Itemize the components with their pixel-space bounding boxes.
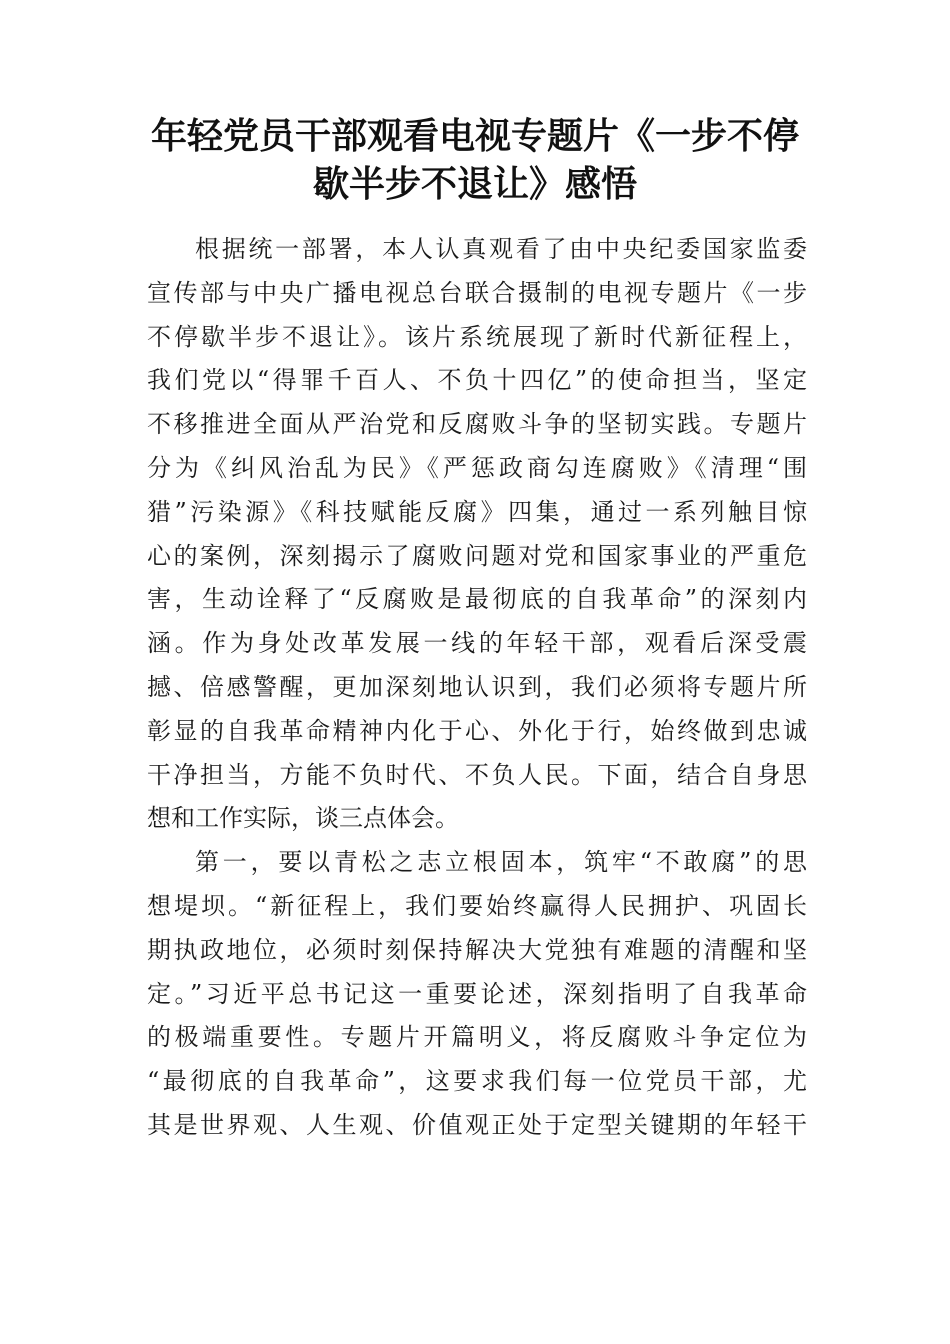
text-line: 不移推进全面从严治党和反腐败斗争的坚韧实践。专题片 [147,410,807,439]
title-line: 歇半步不退让》感悟 [312,163,637,205]
paragraph [147,228,807,841]
text-line: 猎”污染源》《科技赋能反腐》四集，通过一系列触目惊 [147,497,807,526]
text-line: 的极端重要性。专题片开篇明义，将反腐败斗争定位为 [147,1023,807,1052]
text-line: 想堤坝。“新征程上，我们要始终赢得人民拥护、巩固长 [147,891,807,920]
text-line: 其是世界观、人生观、价值观正处于定型关键期的年轻干 [147,1110,807,1139]
text-line: 我们党以“得罪千百人、不负十四亿”的使命担当，坚定 [147,366,807,395]
text-line: 干净担当，方能不负时代、不负人民。下面，结合自身思 [147,760,807,789]
text-line: 定。”习近平总书记这一重要论述，深刻指明了自我革命 [147,979,807,1008]
title-line: 年轻党员干部观看电视专题片《一步不停 [150,115,799,157]
text-line: 宣传部与中央广播电视总台联合摄制的电视专题片《一步 [147,278,807,307]
text-line: 第一，要以青松之志立根固本，筑牢“不敢腐”的思 [195,848,807,877]
text-line: 不停歇半步不退让》。该片系统展现了新时代新征程上， [147,322,807,351]
text-line: 彰显的自我革命精神内化于心、外化于行，始终做到忠诚 [147,716,807,745]
text-line: 分为《纠风治乱为民》《严惩政商勾连腐败》《清理“围 [147,453,807,482]
text-line: 根据统一部署，本人认真观看了由中央纪委国家监委 [195,235,807,263]
text-line: 期执政地位，必须时刻保持解决大党独有难题的清醒和坚 [147,935,807,964]
text-line: 害，生动诠释了“反腐败是最彻底的自我革命”的深刻内 [147,585,807,614]
text-line: 撼、倍感警醒，更加深刻地认识到，我们必须将专题片所 [147,672,807,701]
document-title [140,112,810,208]
text-line: 心的案例，深刻揭示了腐败问题对党和国家事业的严重危 [147,541,807,570]
paragraph [147,841,807,1148]
text-line: “最彻底的自我革命”，这要求我们每一位党员干部，尤 [147,1067,807,1096]
text-line: 想和工作实际，谈三点体会。 [147,804,459,833]
document-body [147,228,807,1148]
text-line: 涵。作为身处改革发展一线的年轻干部，观看后深受震 [147,629,807,658]
